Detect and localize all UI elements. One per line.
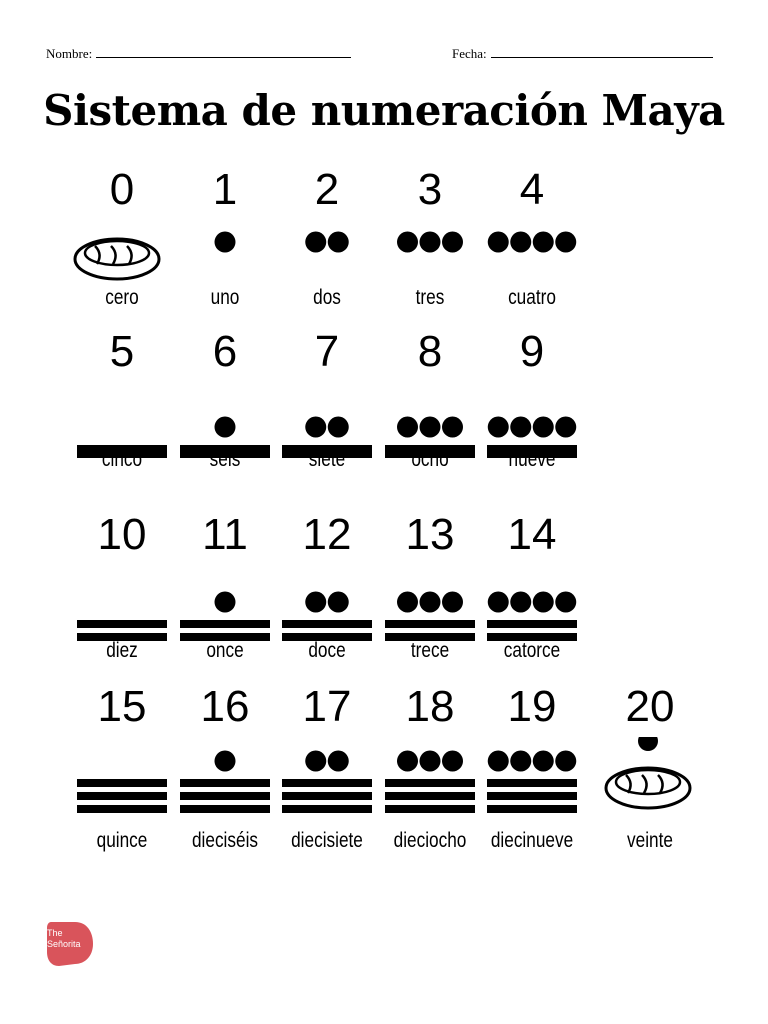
spanish-word: dos [313, 286, 341, 309]
maya-glyph [380, 737, 480, 837]
numeral-cell-17 [277, 682, 377, 852]
dot-one [555, 232, 576, 253]
arabic-number: 14 [507, 510, 557, 559]
numeral-cell-18 [380, 682, 480, 852]
the-senorita-logo [45, 920, 93, 968]
arabic-number: 15 [97, 682, 147, 731]
name-label: Nombre: [46, 46, 93, 61]
page-title: Sistema de numeración Maya [43, 86, 725, 135]
dot-one [555, 592, 576, 613]
numeral-cell-8 [380, 327, 480, 490]
arabic-number: 12 [302, 510, 352, 559]
date-field[interactable] [452, 46, 713, 62]
spanish-word: siete [308, 448, 346, 471]
arabic-number: 4 [519, 165, 545, 214]
bar-five [282, 792, 372, 800]
arabic-number: 0 [109, 165, 135, 214]
dot-one [533, 751, 554, 772]
numeral-cell-16 [175, 682, 275, 852]
bar-five [77, 779, 167, 787]
dot-one [305, 417, 326, 438]
logo-text [47, 928, 81, 950]
shell-zero-icon [606, 768, 690, 808]
spanish-word: tres [415, 286, 445, 309]
dot-one [397, 751, 418, 772]
arabic-number: 17 [302, 682, 352, 731]
spanish-word: veinte [627, 829, 673, 852]
bar-five [487, 779, 577, 787]
maya-glyph [175, 737, 275, 837]
bar-five [180, 620, 270, 628]
dot-one [510, 592, 531, 613]
bar-five [77, 792, 167, 800]
numeral-cell-20 [600, 682, 700, 852]
spanish-word: diez [106, 639, 138, 662]
dot-one [328, 417, 349, 438]
dot-one [488, 751, 509, 772]
dot-one [397, 232, 418, 253]
spanish-word: catorce [503, 639, 561, 662]
logo-line-1: The [47, 928, 63, 938]
numeral-cell-3 [380, 165, 480, 328]
arabic-number: 1 [212, 165, 238, 214]
dot-one [397, 417, 418, 438]
bar-five [385, 620, 475, 628]
spanish-word: dieciséis [191, 829, 259, 852]
bar-five [385, 792, 475, 800]
arabic-number: 20 [625, 682, 675, 731]
spanish-word: cero [105, 286, 139, 309]
numeral-cell-11 [175, 510, 275, 673]
bar-five [385, 779, 475, 787]
dot-one [328, 751, 349, 772]
maya-glyph [600, 737, 700, 837]
numeral-cell-2 [277, 165, 377, 328]
numeral-cell-15 [72, 682, 172, 852]
dot-one [488, 232, 509, 253]
dot-one [305, 751, 326, 772]
numeral-cell-4 [482, 165, 582, 328]
spanish-word: seis [209, 448, 241, 471]
dot-one [442, 232, 463, 253]
dot-one [215, 232, 236, 253]
arabic-number: 13 [405, 510, 455, 559]
bar-five [282, 805, 372, 813]
bar-five [180, 805, 270, 813]
bar-five [385, 805, 475, 813]
dot-one [638, 737, 658, 751]
numeral-cell-9 [482, 327, 582, 490]
spanish-word: diecisiete [291, 829, 363, 852]
spanish-word: dieciocho [393, 829, 467, 852]
dot-one [533, 232, 554, 253]
bar-five [282, 620, 372, 628]
dot-one [510, 751, 531, 772]
bar-five [487, 805, 577, 813]
numeral-cell-5 [72, 327, 172, 490]
bar-five [487, 792, 577, 800]
dot-one [442, 751, 463, 772]
arabic-number: 6 [212, 327, 238, 376]
dot-one [555, 751, 576, 772]
spanish-word: trece [410, 639, 450, 662]
date-line[interactable] [491, 47, 713, 58]
numeral-cell-12 [277, 510, 377, 673]
arabic-number: 16 [200, 682, 250, 731]
bar-five [282, 779, 372, 787]
numeral-cell-1 [175, 165, 275, 328]
dot-one [420, 751, 441, 772]
spanish-word: ocho [411, 448, 449, 471]
maya-glyph [482, 737, 582, 837]
spanish-word: diecinueve [490, 829, 574, 852]
numeral-cell-14 [482, 510, 582, 673]
numeral-cell-6 [175, 327, 275, 490]
dot-one [215, 417, 236, 438]
dot-one [397, 592, 418, 613]
dot-one [488, 417, 509, 438]
dot-one [420, 232, 441, 253]
dot-one [442, 592, 463, 613]
arabic-number: 8 [417, 327, 443, 376]
arabic-number: 5 [109, 327, 135, 376]
spanish-word: quince [96, 829, 148, 852]
date-label: Fecha: [452, 46, 487, 61]
arabic-number: 10 [97, 510, 147, 559]
arabic-number: 9 [519, 327, 545, 376]
dot-one [215, 751, 236, 772]
bar-five [77, 620, 167, 628]
arabic-number: 7 [314, 327, 340, 376]
dot-one [533, 592, 554, 613]
spanish-word: cuatro [508, 286, 556, 309]
dot-one [510, 417, 531, 438]
name-line[interactable] [96, 47, 351, 58]
numeral-cell-10 [72, 510, 172, 673]
bar-five [180, 779, 270, 787]
spanish-word: uno [210, 286, 240, 309]
spanish-word: doce [308, 639, 346, 662]
maya-glyph [277, 737, 377, 837]
dot-one [420, 592, 441, 613]
dot-one [510, 232, 531, 253]
numeral-cell-19 [482, 682, 582, 852]
numeral-cell-0 [72, 165, 172, 328]
dot-one [215, 592, 236, 613]
dot-one [555, 417, 576, 438]
arabic-number: 18 [405, 682, 455, 731]
maya-glyph [72, 737, 172, 837]
dot-one [305, 232, 326, 253]
shell-zero-icon [75, 239, 159, 279]
arabic-number: 3 [417, 165, 443, 214]
numeral-cell-7 [277, 327, 377, 490]
bar-five [77, 805, 167, 813]
numeral-cell-13 [380, 510, 480, 673]
name-field[interactable] [46, 46, 351, 62]
arabic-number: 19 [507, 682, 557, 731]
dot-one [328, 232, 349, 253]
arabic-number: 11 [202, 510, 248, 559]
logo-line-2: Señorita [47, 939, 81, 949]
spanish-word: cinco [101, 448, 143, 471]
bar-five [180, 792, 270, 800]
dot-one [328, 592, 349, 613]
dot-one [305, 592, 326, 613]
spanish-word: once [206, 639, 244, 662]
dot-one [420, 417, 441, 438]
bar-five [487, 620, 577, 628]
dot-one [533, 417, 554, 438]
dot-one [488, 592, 509, 613]
arabic-number: 2 [314, 165, 340, 214]
dot-one [442, 417, 463, 438]
spanish-word: nueve [508, 448, 556, 471]
